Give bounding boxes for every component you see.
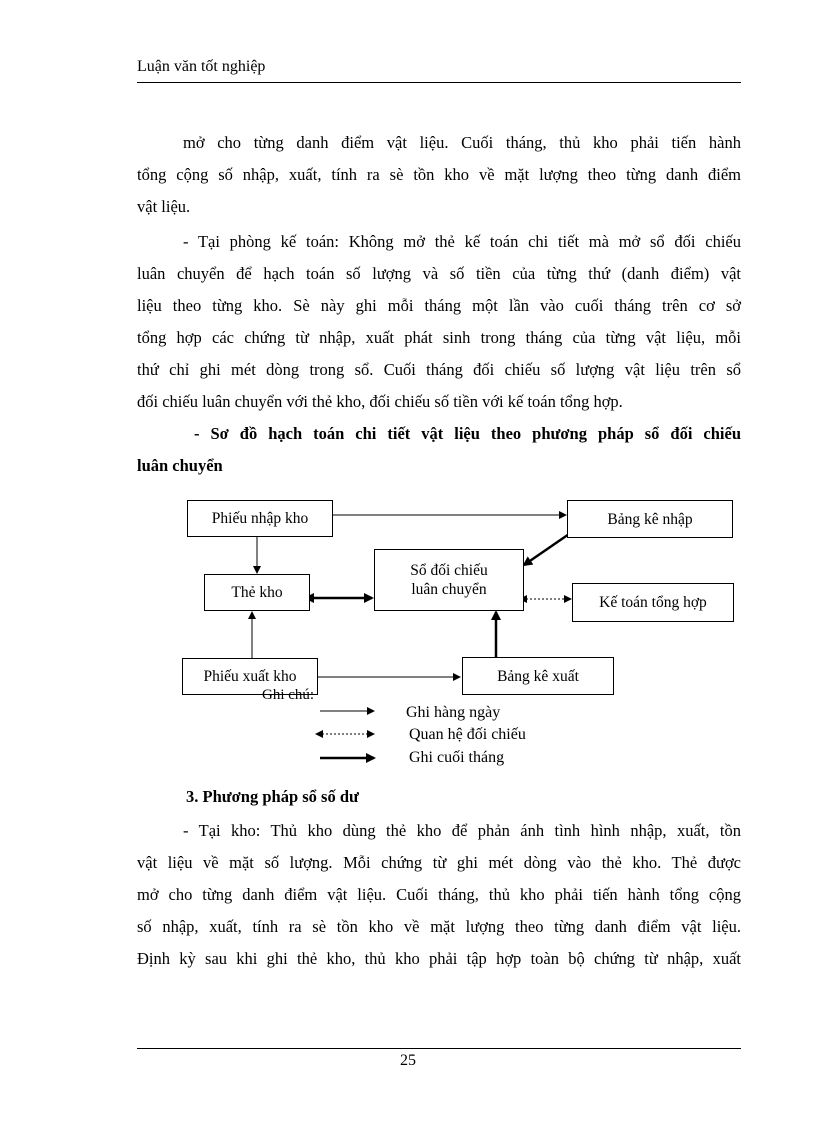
paragraph-line: vật liệu về mặt số lượng. Mỗi chứng từ ghi mét dòng vào thẻ kho. Thẻ được bbox=[137, 853, 741, 872]
box-label: Kế toán tổng hợp bbox=[599, 594, 707, 611]
box-label: Phiếu nhập kho bbox=[211, 510, 309, 527]
arrow-bang-ke-nhap-to-so bbox=[524, 532, 572, 565]
section-3-heading: 3. Phương pháp sổ số dư bbox=[186, 787, 359, 806]
box-phieu-nhap-kho bbox=[187, 500, 333, 537]
footer-rule bbox=[137, 1048, 741, 1049]
box-label: Phiếu xuất kho bbox=[203, 668, 297, 685]
box-so-doi-chieu bbox=[374, 549, 524, 611]
box-ke-toan-tong-hop bbox=[572, 583, 734, 622]
legend-item-reconcile: Quan hệ đối chiếu bbox=[409, 726, 526, 743]
paragraph-line: số nhập, xuất, tính ra sè tồn kho về mặt lượng theo từng danh điểm vật liệu. bbox=[137, 917, 741, 936]
paragraph-line: vật liệu. bbox=[137, 197, 191, 216]
paragraph-line: đối chiếu luân chuyển với thẻ kho, đối chiếu số tiền với kế toán tổng hợp. bbox=[137, 392, 623, 411]
page-number: 25 bbox=[400, 1052, 416, 1069]
box-the-kho bbox=[204, 574, 310, 611]
paragraph-3 bbox=[137, 815, 741, 975]
box-label: luân chuyển bbox=[411, 581, 487, 598]
paragraph-line: mở cho từng danh điểm vật liệu. Cuối tháng, thủ kho phải tiến hành bbox=[183, 133, 741, 152]
paragraph-line: luân chuyển để hạch toán số lượng và số tiền của từng thứ (danh điểm) vật bbox=[137, 264, 741, 283]
running-header: Luận văn tốt nghiệp bbox=[137, 58, 266, 75]
paragraph-line: mở cho từng danh điểm vật liệu. Cuối tháng, thủ kho phải tiến hành tổng cộng bbox=[137, 885, 741, 904]
diagram-heading-line-2: luân chuyển bbox=[137, 456, 223, 475]
box-label: Bảng kê xuất bbox=[497, 667, 579, 685]
paragraph-line: tổng cộng số nhập, xuất, tính ra sè tồn kho về mặt lượng theo từng danh điểm bbox=[137, 165, 741, 184]
paragraph-line: Định kỳ sau khi ghi thẻ kho, thủ kho phải tập hợp toàn bộ chứng từ nhập, xuất bbox=[137, 949, 741, 968]
paragraph-line: liệu theo từng kho. Sè này ghi mỗi tháng một lần vào cuối tháng trên cơ sở bbox=[137, 296, 741, 315]
paragraph-line: - Tại kho: Thủ kho dùng thẻ kho để phản ánh tình hình nhập, xuất, tồn bbox=[183, 821, 741, 840]
box-label: Bảng kê nhập bbox=[607, 510, 693, 528]
box-label: Thẻ kho bbox=[231, 584, 283, 601]
legend-item-daily: Ghi hàng ngày bbox=[406, 704, 501, 721]
diagram-heading-line-1: - Sơ đồ hạch toán chi tiết vật liệu theo phương pháp sổ đối chiếu bbox=[194, 424, 741, 443]
legend-item-month-end: Ghi cuối tháng bbox=[409, 749, 505, 766]
paragraph-line: - Tại phòng kế toán: Không mở thẻ kế toán chi tiết mà mở sổ đối chiếu bbox=[183, 232, 741, 251]
legend-title: Ghi chú: bbox=[262, 688, 315, 700]
paragraph-line: tổng hợp các chứng từ nhập, xuất phát sinh trong tháng của từng vật liệu, mỗi bbox=[137, 328, 741, 347]
box-bang-ke-xuat bbox=[462, 657, 614, 695]
box-bang-ke-nhap bbox=[567, 500, 733, 538]
box-label: Sổ đối chiếu bbox=[410, 562, 488, 579]
paragraph-line: thứ chỉ ghi mét dòng trong sổ. Cuối tháng đối chiếu số lượng vật liệu trên sổ bbox=[137, 360, 741, 379]
